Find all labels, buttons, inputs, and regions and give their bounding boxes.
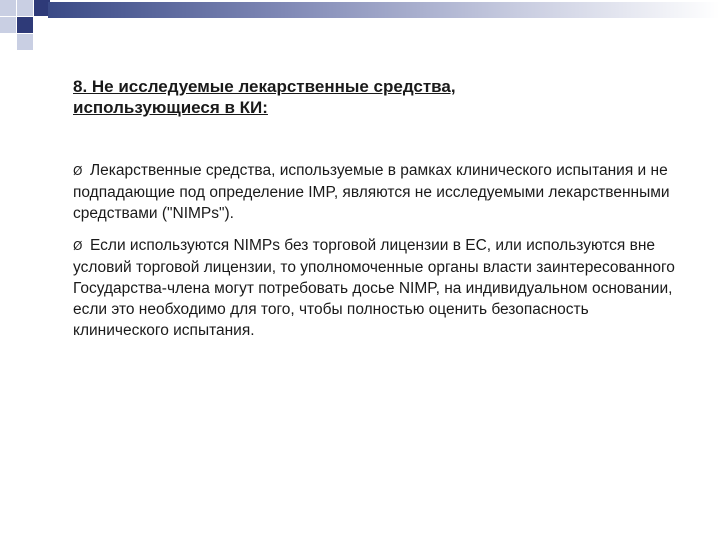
arrow-bullet-icon: Ø bbox=[73, 239, 83, 253]
corner-square-1 bbox=[0, 0, 16, 16]
bullet-list bbox=[73, 160, 683, 352]
bullet-text: Если используются NIMPs без торговой лицензии в ЕС, или используются вне условий торговой лицензии, то уполномоченные органы власти заинтересованного Государства-члена могут потребовать досье NIMP, на индивидуальном основании, если это необходимо для того, чтобы полностью оценить безопасность клинического испытания. bbox=[73, 237, 675, 339]
bullet-item bbox=[73, 160, 683, 224]
corner-square-4 bbox=[0, 17, 16, 33]
corner-square-6 bbox=[17, 34, 33, 50]
header-gradient-bar bbox=[48, 2, 720, 18]
slide-title-line-1: 8. Не исследуемые лекарственные средства, bbox=[73, 77, 456, 96]
corner-square-5 bbox=[17, 17, 33, 33]
slide-title bbox=[73, 76, 673, 118]
bullet-text: Лекарственные средства, используемые в рамках клинического испытания и не подпадающие под определение IMP, являются не исследуемыми лекарственными средствами ("NIMPs"). bbox=[73, 162, 670, 222]
corner-square-2 bbox=[17, 0, 33, 16]
bullet-item bbox=[73, 235, 683, 341]
arrow-bullet-icon: Ø bbox=[73, 164, 83, 178]
slide-title-line-2: использующиеся в КИ: bbox=[73, 98, 268, 117]
